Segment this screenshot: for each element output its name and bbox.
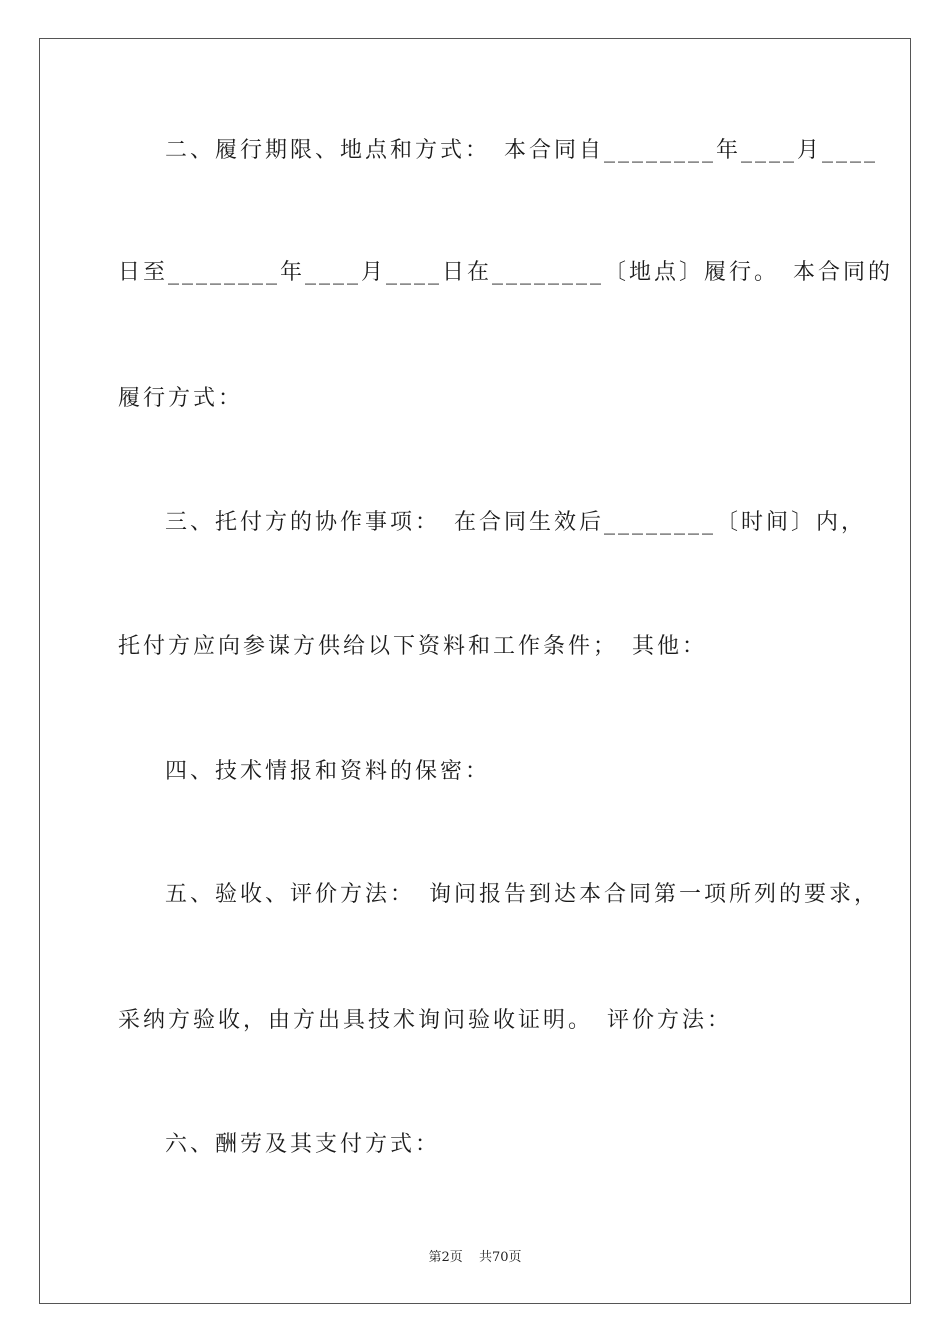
clause-4-line-1: 四、技术情报和资料的保密： (165, 759, 491, 784)
clause-2-line-3: 履行方式： (118, 386, 244, 411)
clause-5-line-1: 五、验收、评价方法： 询问报告到达本合同第一项所列的要求， (165, 882, 880, 907)
clause-6-line-1: 六、酬劳及其支付方式： (165, 1132, 441, 1157)
page-footer (0, 1246, 950, 1265)
clause-3-line-2: 托付方应向参谋方供给以下资料和工作条件； 其他： (118, 634, 708, 659)
page-number: 第2页 (428, 1250, 463, 1265)
page-border (39, 38, 911, 1304)
clause-2-line-2: 日至________年____月____日在________〔地点〕履行。 本合同的 (118, 260, 894, 285)
clause-3-line-1: 三、托付方的协作事项： 在合同生效后________〔时间〕内， (165, 510, 867, 535)
total-pages: 共70页 (478, 1250, 522, 1265)
clause-5-line-2: 采纳方验收，由方出具技术询问验收证明。 评价方法： (118, 1008, 733, 1033)
clause-2-line-1: 二、履行期限、地点和方式： 本合同自________年____月____ (165, 138, 879, 163)
